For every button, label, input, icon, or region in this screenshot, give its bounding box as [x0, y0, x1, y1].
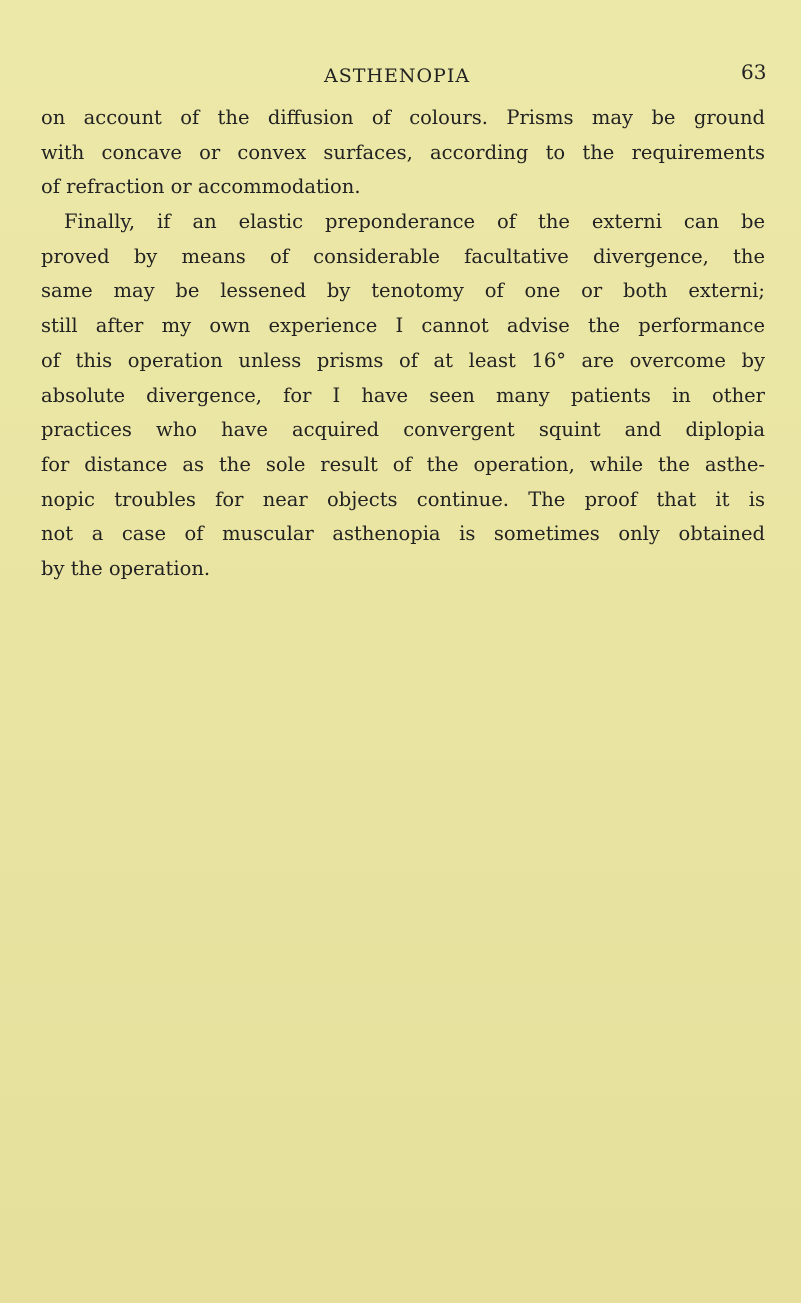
- text-line: not a case of muscular asthenopia is sometimes only obtained: [41, 522, 765, 546]
- paragraph-1: [41, 101, 765, 205]
- running-title: ASTHENOPIA: [324, 65, 471, 87]
- text-line: still after my own experience I cannot advise the performance: [41, 314, 765, 338]
- body-text: [41, 101, 765, 587]
- text-line: for distance as the sole result of the operation, while the asthe-: [41, 452, 765, 476]
- running-head: [0, 62, 801, 92]
- text-line: practices who have acquired convergent squint and diplopia: [41, 418, 765, 442]
- text-line: with concave or convex surfaces, according to the requirements: [41, 140, 765, 164]
- text-line: same may be lessened by tenotomy of one or both externi;: [41, 279, 765, 303]
- text-line: of this operation unless prisms of at least 16° are overcome by: [41, 348, 765, 372]
- page-number: 63: [741, 60, 767, 84]
- text-line: absolute divergence, for I have seen many patients in other: [41, 383, 765, 407]
- text-line: nopic troubles for near objects continue. The proof that it is: [41, 487, 765, 511]
- text-line: on account of the diffusion of colours. Prisms may be ground: [41, 106, 765, 129]
- text-line: proved by means of considerable facultative divergence, the: [41, 244, 765, 268]
- text-line: of refraction or accommodation.: [41, 175, 361, 199]
- text-line: Finally, if an elastic preponderance of the externi can be: [64, 210, 765, 234]
- paragraph-2: [41, 205, 765, 587]
- text-line: by the operation.: [41, 556, 211, 580]
